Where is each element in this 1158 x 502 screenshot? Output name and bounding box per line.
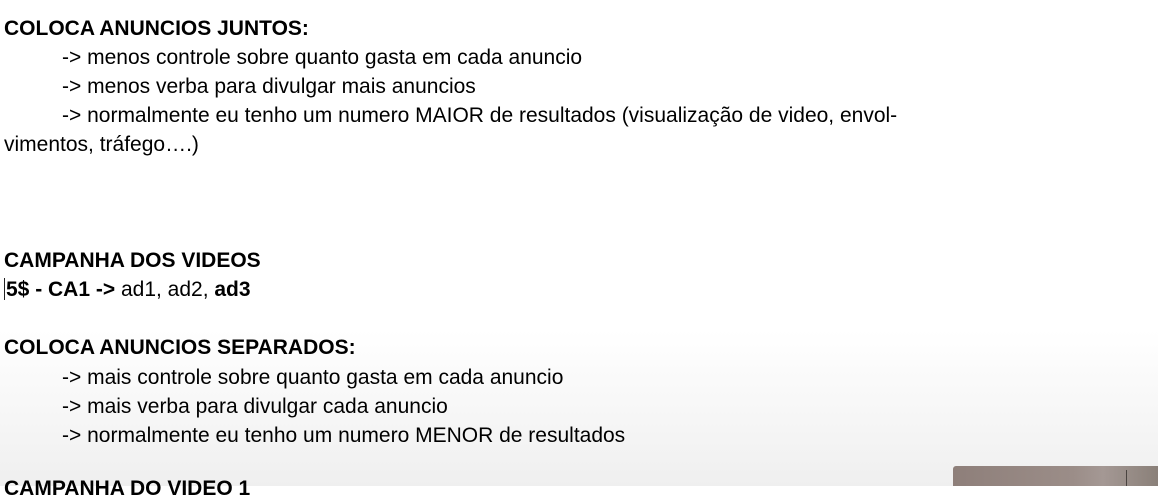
heading-anuncios-juntos: COLOCA ANUNCIOS JUNTOS:: [4, 17, 309, 40]
bullet-juntos-2: -> menos verba para divulgar mais anuncios: [62, 75, 476, 98]
text-cursor: [4, 278, 5, 300]
campaign-ads-list: ad1, ad2,: [115, 278, 215, 301]
bullet-separados-2: -> mais verba para divulgar cada anuncio: [62, 395, 448, 418]
campaign-ad3: ad3: [214, 278, 251, 301]
webcam-overlay-edge: [1126, 470, 1127, 486]
bullet-separados-1: -> mais controle sobre quanto gasta em cada anuncio: [62, 366, 564, 389]
heading-anuncios-separados: COLOCA ANUNCIOS SEPARADOS:: [4, 336, 356, 359]
campaign-budget: 5$ - CA1 ->: [6, 278, 116, 301]
bullet-separados-3: -> normalmente eu tenho um numero MENOR de resultados: [62, 424, 626, 447]
bullet-juntos-1: -> menos controle sobre quanto gasta em cada anuncio: [62, 46, 583, 69]
webcam-overlay: [953, 466, 1158, 486]
bullet-juntos-3-wrap: vimentos, tráfego….): [4, 133, 199, 156]
heading-campanha-video-1: CAMPANHA DO VIDEO 1: [4, 477, 251, 500]
bullet-juntos-3: -> normalmente eu tenho um numero MAIOR de resultados (visualização de video, envol-: [62, 104, 898, 127]
campaign-ads-line[interactable]: [4, 277, 251, 303]
heading-campanha-videos: CAMPANHA DOS VIDEOS: [4, 249, 261, 272]
